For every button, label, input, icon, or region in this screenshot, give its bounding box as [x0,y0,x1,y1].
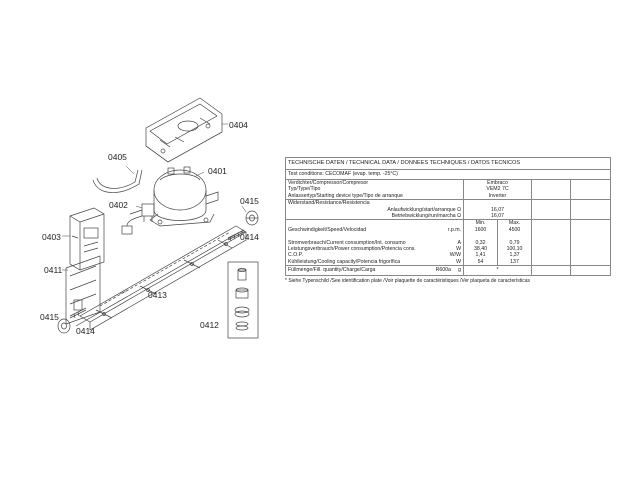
current-label: Stromverbrauch/Current consumption/Int. consumo [288,239,406,246]
performance-labels [286,220,464,266]
compressor-labels [286,180,464,200]
part-pin-lower [70,308,86,318]
cooling-max: 137 [510,258,519,265]
part-mounting-rail [76,226,246,330]
part-bracket [66,256,100,324]
label-0414-upper: 0414 [240,232,259,242]
resistance-run-row [288,213,461,219]
cop-max: 1,37 [509,252,520,259]
fill-quantity-value: * [464,266,532,276]
label-0404: 0404 [229,120,248,130]
compressor-values [464,180,532,200]
starting-device-label: Anlassertyp/Starting device type/Tipo de arranque [288,192,403,199]
label-0414-lower: 0414 [76,326,95,336]
part-grommet-upper [246,211,258,225]
cooling-min: 54 [477,258,484,265]
fill-quantity-label: Füllmenge/Fill. quantity/Charge/Carga [288,267,376,274]
compressor-label: Verdichter/Compressor/Compresor [288,180,369,186]
power-unit: W [456,246,461,253]
starting-device-value: Inverter [488,192,507,199]
power-max: 100,10 [506,246,523,253]
cop-unit: W/W [449,252,461,259]
fill-unit: g [458,267,461,274]
type-value: VEM2 7C [486,186,509,193]
empty-cell [532,200,571,220]
label-0405: 0405 [108,152,127,162]
empty-cell [532,180,571,200]
compressor-value: Embraco [487,180,508,186]
cooling-label: Kühlleistung/Cooling capacity/Potencia frigorífica [288,258,401,265]
max-column [498,220,532,266]
max-header: Max. [508,220,521,227]
label-0413: 0413 [148,290,167,300]
min-speed: 1600 [474,226,487,233]
part-drain-tube [93,170,142,193]
empty-cell [571,266,611,276]
label-0415-lower: 0415 [40,312,59,322]
part-fastener-set [228,262,258,338]
current-max: 0,79 [509,239,520,246]
empty-cell [532,266,571,276]
fill-row [288,266,461,275]
cop-label: C.O.P. [288,252,303,259]
resistance-values [464,200,532,220]
run-winding-unit: Ω [457,213,461,220]
start-winding-value: 16,07 [491,206,504,213]
label-0415-upper: 0415 [240,196,259,206]
spec-title: TECHNISCHE DATEN / TECHNICAL DATA / DONNEES TECHNIQUES / DATOS TECNICOS [286,158,611,170]
max-speed: 4500 [508,226,521,233]
min-header: Min. [475,220,486,227]
label-0411: 0411 [44,265,63,275]
label-0412: 0412 [200,320,219,330]
start-winding-label: Anlaufwicklung/start/arranque [387,206,456,213]
current-unit: A [457,239,461,246]
exploded-parts-diagram [0,0,280,480]
label-0403: 0403 [42,232,61,242]
current-min: 0,32 [475,239,486,246]
perf-row-cooling [288,259,461,265]
min-column [464,220,498,266]
empty-cell [571,220,611,266]
spec-test-conditions: Test conditions: CECOMAF (evap. temp. -25°C) [286,170,611,180]
empty-cell [571,180,611,200]
power-label: Leistungsverbrauch/Power consumption/Potencia cons. [288,246,416,253]
fill-quantity-label-cell [286,266,464,276]
diagram-drawing [58,98,258,338]
run-winding-value: 16,07 [491,213,504,220]
label-0402: 0402 [109,200,128,210]
run-winding-label: Betriebwicklung/run/marcha [391,213,456,220]
cooling-unit: W [456,258,461,265]
start-winding-unit: Ω [457,206,461,213]
empty-cell [532,220,571,266]
empty-cell [571,200,611,220]
speed-unit: r.p.m. [448,226,461,233]
part-grommet-lower [58,319,70,333]
speed-label: Geschwindigkeit/Speed/Velocidad [288,226,367,233]
resistance-header: Widerstand/Resistance/Resistencia [288,200,370,207]
refrigerant-type: R600a [435,267,451,274]
technical-data-table [285,157,610,284]
part-cover-tray [146,98,222,162]
resistance-labels [286,200,464,220]
type-label: Typ/Type/Tipo [288,186,321,193]
label-0401: 0401 [208,166,227,176]
part-labels [40,120,259,336]
cop-min: 1,41 [475,252,486,259]
spec-footnote: * Siehe Typenschild /See identification plate /Voir plaquette de caractéristiques /Ver plaqueta de características [285,278,531,285]
power-min: 38,40 [474,246,487,253]
